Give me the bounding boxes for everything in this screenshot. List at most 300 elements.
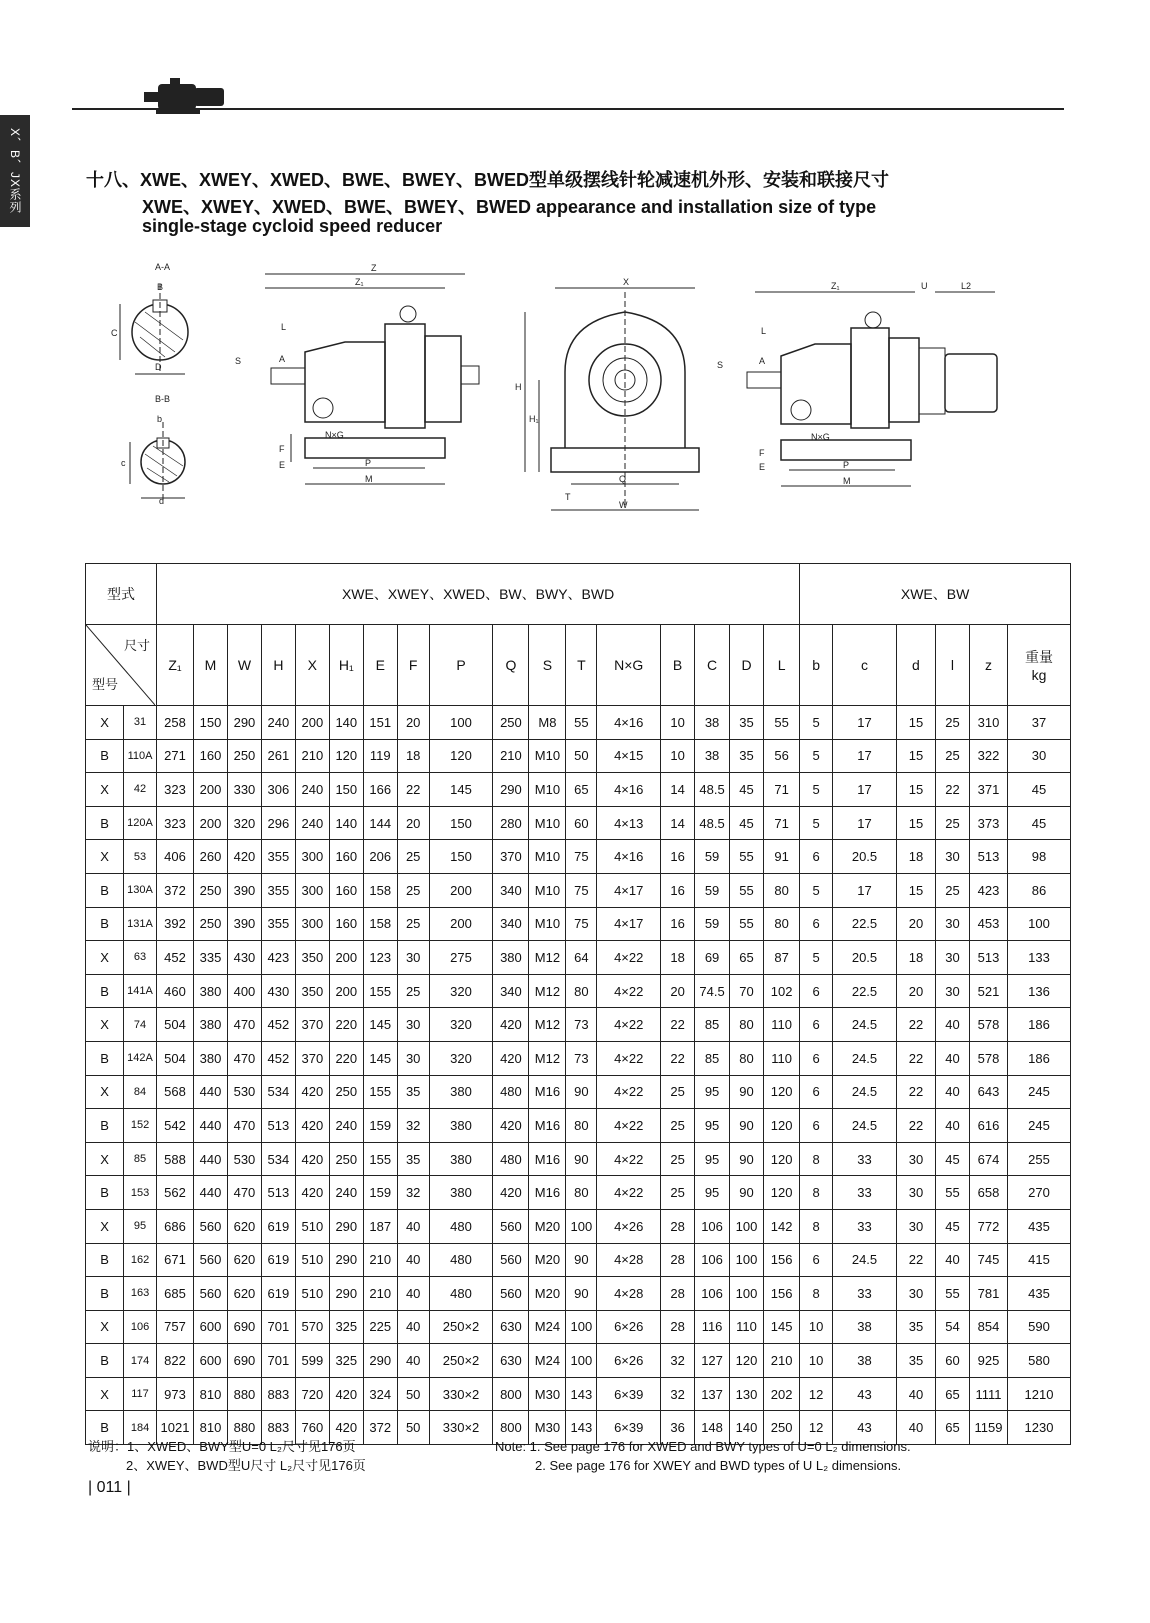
table-cell: 6 (800, 1041, 833, 1075)
table-cell: 10 (800, 1344, 833, 1378)
table-cell: 55 (730, 873, 764, 907)
row-type-cell: B (86, 739, 124, 773)
table-cell: 145 (363, 1041, 397, 1075)
table-cell: 33 (833, 1142, 897, 1176)
table-cell: 10 (661, 739, 695, 773)
table-cell: 4×16 (597, 773, 661, 807)
table-cell: 40 (397, 1243, 429, 1277)
table-cell: 513 (261, 1176, 295, 1210)
table-cell: 510 (295, 1209, 329, 1243)
table-cell: 15 (896, 873, 935, 907)
table-cell: 340 (493, 907, 529, 941)
table-cell: 45 (936, 1142, 970, 1176)
table-cell: 80 (730, 1041, 764, 1075)
table-cell: 65 (566, 773, 597, 807)
table-cell: 5 (800, 873, 833, 907)
table-cell: 470 (227, 1109, 261, 1143)
table-cell: 300 (295, 873, 329, 907)
row-model-cell: 63 (124, 941, 157, 975)
table-cell: 420 (329, 1377, 363, 1411)
table-cell: 155 (363, 1075, 397, 1109)
table-cell: 4×17 (597, 873, 661, 907)
table-cell: 760 (295, 1411, 329, 1445)
row-model-cell: 95 (124, 1209, 157, 1243)
section-aa-drawing (111, 262, 188, 374)
table-cell: 4×26 (597, 1209, 661, 1243)
table-cell: 453 (969, 907, 1007, 941)
table-cell: 142 (764, 1209, 800, 1243)
table-cell: 296 (261, 806, 295, 840)
table-cell: 22.5 (833, 907, 897, 941)
table-cell: 5 (800, 941, 833, 975)
table-cell: 568 (156, 1075, 193, 1109)
table-cell: 880 (227, 1411, 261, 1445)
column-header: E (363, 625, 397, 706)
table-cell: 5 (800, 739, 833, 773)
table-cell: 16 (661, 873, 695, 907)
table-cell: 480 (493, 1142, 529, 1176)
table-cell: M30 (529, 1377, 566, 1411)
table-cell: 6 (800, 907, 833, 941)
table-cell: 45 (936, 1209, 970, 1243)
table-cell: 250 (194, 873, 228, 907)
table-cell: 40 (397, 1310, 429, 1344)
table-cell: 6×26 (597, 1344, 661, 1378)
group-header-left: XWE、XWEY、XWED、BW、BWY、BWD (156, 564, 799, 625)
table-cell: 102 (764, 974, 800, 1008)
table-cell: 4×17 (597, 907, 661, 941)
table-cell: 440 (194, 1109, 228, 1143)
table-cell: 55 (936, 1176, 970, 1210)
table-cell: 250 (764, 1411, 800, 1445)
header-rule (72, 108, 1064, 110)
table-cell: 120 (764, 1176, 800, 1210)
table-cell: 370 (493, 840, 529, 874)
table-cell: 80 (764, 907, 800, 941)
table-cell: 65 (936, 1377, 970, 1411)
table-cell: 355 (261, 873, 295, 907)
table-row (86, 1243, 1071, 1277)
table-cell: 420 (295, 1176, 329, 1210)
table-cell: M30 (529, 1411, 566, 1445)
table-cell: 200 (194, 773, 228, 807)
table-cell: 110 (730, 1310, 764, 1344)
table-cell: 4×22 (597, 1109, 661, 1143)
table-cell: 140 (329, 706, 363, 740)
table-cell: 45 (730, 773, 764, 807)
table-cell: 883 (261, 1377, 295, 1411)
table-cell: 106 (695, 1277, 730, 1311)
dim-m-label: M (365, 474, 373, 484)
table-cell: M12 (529, 974, 566, 1008)
table-cell: 158 (363, 873, 397, 907)
reducer-logo-icon (140, 74, 232, 118)
column-header: 重量 kg (1008, 625, 1071, 706)
table-cell: 392 (156, 907, 193, 941)
table-cell: 400 (227, 974, 261, 1008)
table-cell: 4×22 (597, 1142, 661, 1176)
table-cell: 38 (833, 1344, 897, 1378)
table-cell: 460 (156, 974, 193, 1008)
type-header: 型式 (86, 564, 157, 625)
table-cell: 160 (329, 907, 363, 941)
table-cell: 24.5 (833, 1008, 897, 1042)
table-cell: M24 (529, 1310, 566, 1344)
table-cell: 250 (329, 1075, 363, 1109)
row-type-cell: X (86, 1310, 124, 1344)
page-number-value: 011 (96, 1479, 123, 1496)
table-cell: 45 (1008, 806, 1071, 840)
table-cell: 435 (1008, 1209, 1071, 1243)
table-cell: 210 (363, 1243, 397, 1277)
table-cell: 71 (764, 806, 800, 840)
table-cell: 56 (764, 739, 800, 773)
table-cell: 720 (295, 1377, 329, 1411)
table-cell: 40 (936, 1008, 970, 1042)
table-cell: 54 (936, 1310, 970, 1344)
table-cell: M10 (529, 840, 566, 874)
table-cell: 324 (363, 1377, 397, 1411)
table-cell: 322 (969, 739, 1007, 773)
table-cell: 10 (800, 1310, 833, 1344)
table-cell: 270 (1008, 1176, 1071, 1210)
table-cell: 1111 (969, 1377, 1007, 1411)
table-cell: 323 (156, 806, 193, 840)
table-cell: 323 (156, 773, 193, 807)
table-cell: 45 (730, 806, 764, 840)
table-cell: 420 (493, 1176, 529, 1210)
table-cell: 30 (896, 1142, 935, 1176)
table-cell: 15 (896, 706, 935, 740)
table-cell: 330 (227, 773, 261, 807)
table-cell: 15 (896, 739, 935, 773)
column-header: F (397, 625, 429, 706)
table-cell: 120 (764, 1075, 800, 1109)
table-cell: 250 (493, 706, 529, 740)
table-cell: 120 (329, 739, 363, 773)
table-cell: 15 (896, 773, 935, 807)
table-row (86, 1277, 1071, 1311)
table-cell: 973 (156, 1377, 193, 1411)
table-cell: 1159 (969, 1411, 1007, 1445)
table-cell: 160 (329, 873, 363, 907)
table-cell: 20 (896, 974, 935, 1008)
row-type-cell: B (86, 1277, 124, 1311)
dim-b-small-label: b (157, 414, 163, 424)
table-cell: 20 (896, 907, 935, 941)
table-cell: M12 (529, 1041, 566, 1075)
table-row (86, 1142, 1071, 1176)
table-cell: 160 (194, 739, 228, 773)
section-bb-drawing (121, 394, 185, 506)
table-cell: 22 (896, 1075, 935, 1109)
table-cell: 480 (429, 1209, 493, 1243)
table-cell: 55 (730, 840, 764, 874)
table-row (86, 1377, 1071, 1411)
table-cell: 100 (730, 1209, 764, 1243)
row-model-cell: 162 (124, 1243, 157, 1277)
dim-l-label-2: L (761, 326, 767, 336)
table-cell: 470 (227, 1008, 261, 1042)
table-cell: 40 (896, 1411, 935, 1445)
row-model-cell: 106 (124, 1310, 157, 1344)
table-row (86, 974, 1071, 1008)
table-cell: 880 (227, 1377, 261, 1411)
table-cell: 24.5 (833, 1243, 897, 1277)
table-cell: 25 (661, 1142, 695, 1176)
table-cell: 158 (363, 907, 397, 941)
table-cell: 22 (896, 1243, 935, 1277)
table-cell: M16 (529, 1075, 566, 1109)
table-row (86, 941, 1071, 975)
table-cell: 883 (261, 1411, 295, 1445)
table-cell: 30 (397, 1041, 429, 1075)
table-cell: 151 (363, 706, 397, 740)
table-cell: 40 (896, 1377, 935, 1411)
table-cell: 90 (566, 1142, 597, 1176)
table-cell: 4×22 (597, 1176, 661, 1210)
table-cell: 22 (661, 1041, 695, 1075)
row-type-cell: B (86, 1411, 124, 1445)
dim-f-label-2: F (759, 448, 765, 458)
table-cell: 250 (329, 1142, 363, 1176)
table-row (86, 1075, 1071, 1109)
table-cell: 4×22 (597, 941, 661, 975)
table-cell: 420 (295, 1142, 329, 1176)
table-cell: 32 (397, 1176, 429, 1210)
column-header: X (295, 625, 329, 706)
table-cell: 513 (969, 840, 1007, 874)
table-cell: 25 (661, 1109, 695, 1143)
dim-h-label: H (515, 382, 522, 392)
table-cell: 166 (363, 773, 397, 807)
table-cell: 630 (493, 1310, 529, 1344)
table-cell: 119 (363, 739, 397, 773)
dim-p-label: P (365, 458, 372, 468)
table-cell: 50 (566, 739, 597, 773)
table-cell: 90 (730, 1142, 764, 1176)
table-cell: M20 (529, 1209, 566, 1243)
column-header: c (833, 625, 897, 706)
table-cell: 160 (329, 840, 363, 874)
table-cell: 534 (261, 1142, 295, 1176)
dim-e-label-2: E (759, 462, 766, 472)
table-cell: 452 (261, 1041, 295, 1075)
column-header: H₁ (329, 625, 363, 706)
table-cell: 95 (695, 1075, 730, 1109)
table-cell: 510 (295, 1277, 329, 1311)
table-cell: 33 (833, 1209, 897, 1243)
row-type-cell: B (86, 1243, 124, 1277)
table-cell: 18 (397, 739, 429, 773)
model-label: 型号 (92, 677, 119, 692)
table-cell: 22 (896, 1008, 935, 1042)
table-cell: 513 (261, 1109, 295, 1143)
table-cell: 200 (194, 806, 228, 840)
table-cell: 415 (1008, 1243, 1071, 1277)
row-model-cell: 120A (124, 806, 157, 840)
table-cell: 85 (695, 1041, 730, 1075)
table-cell: M16 (529, 1109, 566, 1143)
table-cell: 440 (194, 1142, 228, 1176)
table-cell: 35 (896, 1310, 935, 1344)
table-cell: 110 (764, 1008, 800, 1042)
table-cell: M16 (529, 1176, 566, 1210)
table-cell: 20 (397, 806, 429, 840)
row-model-cell: 174 (124, 1344, 157, 1378)
table-cell: 290 (227, 706, 261, 740)
table-cell: 373 (969, 806, 1007, 840)
table-cell: 671 (156, 1243, 193, 1277)
table-cell: 35 (730, 706, 764, 740)
table-cell: M10 (529, 806, 566, 840)
group-header-right: XWE、BW (800, 564, 1071, 625)
table-cell: 480 (429, 1243, 493, 1277)
table-cell: 25 (661, 1075, 695, 1109)
table-cell: 355 (261, 907, 295, 941)
row-type-cell: B (86, 1109, 124, 1143)
table-cell: 245 (1008, 1109, 1071, 1143)
dim-b-label: B (157, 282, 164, 292)
table-cell: 380 (493, 941, 529, 975)
column-header: P (429, 625, 493, 706)
table-cell: 143 (566, 1377, 597, 1411)
table-cell: 32 (397, 1109, 429, 1143)
table-cell: 6 (800, 1109, 833, 1143)
table-row (86, 1176, 1071, 1210)
dim-z-label: Z (371, 263, 377, 273)
table-cell: 380 (194, 1008, 228, 1042)
table-cell: 16 (661, 907, 695, 941)
table-cell: 156 (764, 1277, 800, 1311)
table-cell: 40 (936, 1109, 970, 1143)
table-cell: 781 (969, 1277, 1007, 1311)
table-cell: 80 (566, 1176, 597, 1210)
note-en-1: Note: 1. See page 176 for XWED and BWY types of U=0 L₂ dimensions. (495, 1439, 911, 1454)
table-cell: 75 (566, 873, 597, 907)
table-cell: 4×22 (597, 1041, 661, 1075)
table-cell: 150 (429, 806, 493, 840)
table-cell: 30 (896, 1277, 935, 1311)
table-cell: 423 (969, 873, 1007, 907)
table-cell: 130 (730, 1377, 764, 1411)
table-cell: 25 (397, 873, 429, 907)
table-cell: 380 (429, 1142, 493, 1176)
table-cell: 580 (1008, 1344, 1071, 1378)
table-cell: 420 (227, 840, 261, 874)
table-cell: 17 (833, 773, 897, 807)
table-cell: 772 (969, 1209, 1007, 1243)
table-cell: 240 (329, 1176, 363, 1210)
table-cell: 30 (896, 1209, 935, 1243)
table-cell: 504 (156, 1041, 193, 1075)
table-cell: 619 (261, 1243, 295, 1277)
column-header: Z₁ (156, 625, 193, 706)
table-cell: 65 (730, 941, 764, 975)
table-cell: 570 (295, 1310, 329, 1344)
table-cell: 470 (227, 1176, 261, 1210)
row-model-cell: 84 (124, 1075, 157, 1109)
table-cell: 12 (800, 1411, 833, 1445)
side-view-motor-drawing (717, 281, 997, 486)
table-cell: 98 (1008, 840, 1071, 874)
table-cell: 6 (800, 840, 833, 874)
row-model-cell: 130A (124, 873, 157, 907)
table-cell: 90 (730, 1075, 764, 1109)
table-cell: 40 (936, 1075, 970, 1109)
table-cell: 40 (936, 1243, 970, 1277)
dim-z1-label-2: Z₁ (831, 281, 840, 291)
table-cell: 14 (661, 806, 695, 840)
table-cell: 560 (493, 1243, 529, 1277)
table-cell: 690 (227, 1344, 261, 1378)
row-type-cell: X (86, 1075, 124, 1109)
table-cell: 250 (194, 907, 228, 941)
table-cell: 588 (156, 1142, 193, 1176)
row-model-cell: 117 (124, 1377, 157, 1411)
table-cell: 220 (329, 1041, 363, 1075)
table-cell: 25 (936, 706, 970, 740)
table-cell: 80 (730, 1008, 764, 1042)
table-cell: 32 (661, 1377, 695, 1411)
table-cell: 800 (493, 1377, 529, 1411)
table-cell: 372 (156, 873, 193, 907)
table-cell: 140 (730, 1411, 764, 1445)
table-cell: 380 (429, 1109, 493, 1143)
table-cell: 120 (764, 1109, 800, 1143)
table-cell: 25 (397, 974, 429, 1008)
table-cell: 6 (800, 1243, 833, 1277)
table-cell: 370 (295, 1041, 329, 1075)
row-type-cell: B (86, 1041, 124, 1075)
dim-e-label: E (279, 460, 286, 470)
table-cell: 59 (695, 907, 730, 941)
table-cell: 619 (261, 1277, 295, 1311)
table-row (86, 1209, 1071, 1243)
table-cell: 643 (969, 1075, 1007, 1109)
table-cell: 300 (295, 840, 329, 874)
table-cell: 513 (969, 941, 1007, 975)
table-cell: 290 (363, 1344, 397, 1378)
table-cell: 440 (194, 1176, 228, 1210)
table-cell: M10 (529, 873, 566, 907)
table-cell: 55 (730, 907, 764, 941)
table-cell: 90 (730, 1176, 764, 1210)
table-cell: 150 (329, 773, 363, 807)
dim-t-label: T (565, 492, 571, 502)
table-cell: 370 (295, 1008, 329, 1042)
table-cell: 240 (295, 806, 329, 840)
table-cell: 745 (969, 1243, 1007, 1277)
table-cell: 37 (1008, 706, 1071, 740)
dim-c-small-label: c (121, 458, 126, 468)
table-cell: 144 (363, 806, 397, 840)
series-side-tab: X、B、JX系列 (0, 115, 30, 227)
column-header: C (695, 625, 730, 706)
table-cell: 25 (661, 1176, 695, 1210)
table-cell: 6×39 (597, 1377, 661, 1411)
table-cell: 50 (397, 1377, 429, 1411)
table-cell: 560 (194, 1243, 228, 1277)
table-cell: 320 (227, 806, 261, 840)
table-cell: 261 (261, 739, 295, 773)
table-cell: 560 (493, 1277, 529, 1311)
table-cell: 225 (363, 1310, 397, 1344)
title-english-line2: single-stage cycloid speed reducer (142, 216, 443, 236)
column-header: W (227, 625, 261, 706)
table-cell: 25 (397, 907, 429, 941)
table-cell: 290 (329, 1243, 363, 1277)
